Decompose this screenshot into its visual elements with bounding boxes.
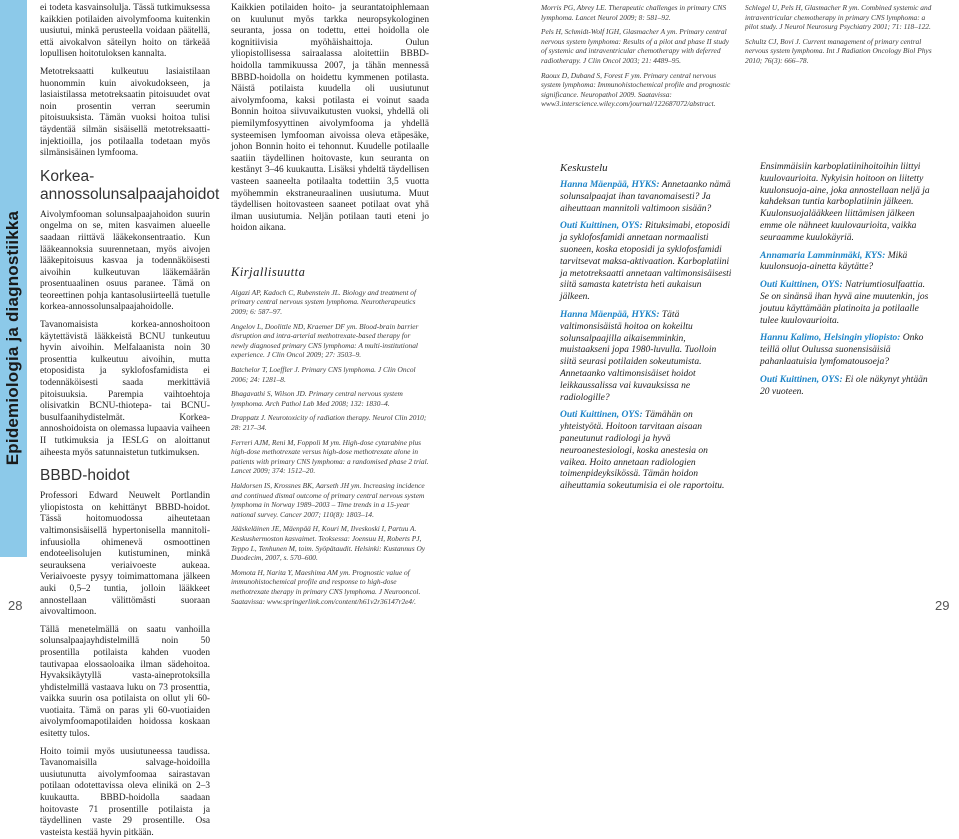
speaker-name: Outi Kuittinen, OYS: bbox=[560, 221, 643, 232]
reference-item: Batchelor T, Loeffler J. Primary CNS lymphoma. J Clin Oncol 2006; 24: 1281–8. bbox=[231, 365, 416, 384]
column-3-references bbox=[541, 3, 731, 143]
page-number-left: 28 bbox=[8, 598, 23, 613]
speaker-name: Outi Kuittinen, OYS: bbox=[760, 374, 843, 385]
speaker-name: Hanna Mäenpää, HYKS: bbox=[560, 180, 660, 190]
discussion-entry: Hanna Mäenpää, HYKS: Annetaanko nämä solunsalpaajat ihan tavanomaisesti? Ja aiheuttaan mannitoli valtimoon sisään? bbox=[560, 180, 731, 214]
paragraph: Professori Edward Neuwelt Portlandin yliopistosta on kehittänyt BBBD-hoidot. Tässä hoitomuodossa aiheutetaan valtimonsisäisellä hypertonisella mannitoli-infuusiolla ohimenevä osmoottinen endoteelisolujen kutistuminen, minkä seurauksena veriaivoeste aukeaa. Veriaivoeste pysyy toimimattomana jälkeen auki 0,5–2 tuntia, jolloin lääkkeet annostellaan välittömästi suoraan aivovaltimoon. bbox=[40, 491, 210, 618]
reference-item: Pels H, Schmidt-Wolf IGH, Glasmacher A ym. Primary central nervous system lymphoma: Results of a pilot and phase II study of systemic and intraventricular chemotherapy with deferred radiotherapy. J Clin Oncol 2003; 21: 4489–95. bbox=[541, 27, 730, 65]
discussion-left bbox=[560, 162, 732, 562]
discussion-entry: Hanna Mäenpää, HYKS: Tätä valtimonsisäistä hoitoa on kokeiltu solunsalpaajilla aikaisemminkin, muistaakseni jopa 1980-luvulla. Tuolloin siitä seurasi potilaiden sokeutumista. Annetaanko valtimonsisäiset hoidot leikkaussalissa vai kuvauksissa ne radiologille? bbox=[560, 309, 717, 403]
speaker-name: Outi Kuittinen, OYS: bbox=[760, 280, 843, 291]
paragraph: Tällä menetelmällä on saatu vanhoilla solunsalpaajayhdistelmillä noin 50 prosentilla potilaista kahden vuoden tautivapaa elossaoloaika ilman sädehoitoa. Hyvaksikäytyllä vasta-aineprotoksilla yhdistelmillä vastaava luku on 73 prosenttia, vaikka suurin osa potilaista on ollut yli 60-vuotiaita. Tämä on paras yli 60-vuotiaiden aivolymfoomapotilaiden hoidossa koskaan esitetty tulos. bbox=[40, 624, 210, 740]
discussion-entry: Outi Kuittinen, OYS: Tämähän on yhteistyötä. Hoitoon tarvitaan aisaan paneutunut radiologi ja hyvä neuroanestesiologi, koska anestesia on vaikea. Hoito annetaan radiologien toimenpideyksikössä. Tämän hoidon aiheuttamia sokeutumisia ei ole raportoitu. bbox=[560, 410, 725, 492]
paragraph: Hoito toimii myös uusiutuneessa taudissa. Tavanomaisilla salvage-hoidoilla uusiutunutta aivolymfoomaa sairastavan potilaan odotettavissa oleva elinikä on 2–3 kuukautta. BBBD-hoidolla saadaan hoitovaste 71 prosentille potilaista ja täydellinen vaste 29 prosentille. Osa vasteista kestää hyvin pitkään. bbox=[40, 746, 210, 838]
discussion-entry: Outi Kuittinen, OYS: Rituksimabi, etoposidi ja syklofosfamidi annetaan normaalisti suoneen, koska etoposidi ja syklofosfamidi tarvitsevat maksa-aktivaation. Karboplatiini ja metotreksaatti annetaan valtimonsisäisesti siitä samasta katetrista heti aukaisun jälkeen. bbox=[560, 221, 732, 303]
discussion-entry: Outi Kuittinen, OYS: Natriumtiosulfaattia. Se on sinänsä ihan hyvä aine muutenkin, jos joutuu käyttämään platinoita ja potilaalle tulee kuulovaurioita. bbox=[760, 280, 929, 326]
reference-item: Haldorsen IS, Krossnes BK, Aarseth JH ym. Increasing incidence and continued dismal outcome of primary central nervous system lymphoma in Norway 1989–2003 – Time trends in a 15-year national survey. Cancer 2007; 110(8): 1803–14. bbox=[231, 480, 425, 519]
reference-item: Ferreri AJM, Reni M, Foppoli M ym. High-dose cytarabine plus high-dose methotrexate versus high-dose methotrexate alone in patients with primary CNS lymphoma: a randomised phase 2 trial. Lancet 2009; 374: 1512–20. bbox=[231, 437, 429, 476]
reference-item: Morris PG, Abrey LE. Therapeutic challenges in primary CNS lymphoma. Lancet Neurol 2009; 8: 581–92. bbox=[541, 3, 727, 22]
reference-item: Raoux D, Duband S, Forest F ym. Primary central nervous system lymphoma: Immunohistochemical profile and prognostic significance. Neuropathol 2009. Saatavissa: www3.interscience.wiley.com/journal/122687072/abstract. bbox=[541, 70, 731, 109]
column-4-references bbox=[745, 3, 937, 73]
reference-item: Algazi AP, Kadoch C, Rubenstein JL. Biology and treatment of primary central nervous system lymphoma. Neurotherapeutics 2009; 6: 587–97. bbox=[231, 287, 417, 317]
page-number-right: 29 bbox=[935, 598, 950, 613]
reference-item: Schlegel U, Pels H, Glasmacher R ym. Combined systemic and intraventricular chemotherapy in primary CNS lymphoma: a pilot study. J Neurol Neurosurg Psychiatry 2001; 71: 118–122. bbox=[745, 3, 932, 32]
reference-item: Drappatz J. Neurotoxicity of radiation therapy. Neurol Clin 2010; 28: 217–34. bbox=[231, 413, 427, 432]
discussion-title: Keskustelu bbox=[560, 162, 608, 174]
paragraph: Aivolymfooman solunsalpaajahoidon suurin ongelma on se, miten kasvaimen alueelle saadaan riittävä lääkekonsentraatio. Kun lääkeannoksia suurennetaan, myös aivojen lääkepitoisuus kasvaa ja todennäköisesti aivoihin kulkeutuvan lääkemäärän prosentuaalinen osuus paranee. Tämä on teoreettinen pohja kantasolusiirteellä tuetulle korkea-annossolunsalpaajahoidolle. bbox=[40, 209, 210, 313]
paragraph: ei todeta kasvainsolulja. Tässä tutkimuksessa kaikkien potilaiden aivolymfooma kuitenkin uusiutui, minkä perusteella voidaan päätellä, että aivokalvon säteilyn hoito on tärkeää lopullisen hoitotuloksen kannalta. bbox=[40, 3, 210, 60]
column-2 bbox=[231, 3, 429, 613]
section-side-title: Epidemiologia ja diagnostiikka bbox=[3, 210, 22, 466]
discussion-right bbox=[760, 162, 936, 402]
speaker-name: Hanna Mäenpää, HYKS: bbox=[560, 309, 660, 320]
paragraph: Kaikkien potilaiden hoito- ja seurantatoiphlemaan on kuulunut myös tarkka neuropsykologinen seuranta, jossa on todettu, ettei hoidolla ole kognitiivisia myöhäishaittoja. Oulun yliopistollisessa sairaalassa aloitettiin BBBD-hoidolla tammikuussa 2007, ja tähän mennessä BBBD-hoidolla on hoidettu kymmenen potilasta. Näistä potilaista kuudella oli uusiutunut aivolymfooma, kaksi potilasta ei voinut saada Bonnin hoitoa siivuvaikutusten vuoksi, yhdellä oli piemilymfosyyttinen aivolymfooma ja yhdellä systeemisen lymfooman aivoissa oleva etäpesäke, johon Bonnin hoito ei tehonnut. Kuudelle potilaalle saatiin täydellinen hoitovaste, kun seuranta on kestänyt 3–46 kuukautta. Lisäksi yhdeltä täydellisen vasteen saaneelta potilaalta todettiin 3,5 vuotta myöhemmin ekstraneuraalinen uusiutuma. Muut täydellisen hoitovasteen saaneet potilaat ovat yhä ilman uusiutumia. Neljän potilaan tauti eteni jo hoidon aikana. bbox=[231, 3, 429, 234]
reference-item: Schultz CJ, Bovi J. Current management of primary central nervous system lymphoma. Int J Radiation Oncology Biol Phys 2010; 76(3): 666–78. bbox=[745, 36, 932, 65]
discussion-entry: Outi Kuittinen, OYS: Ei ole näkynyt yhtään 20 vuoteen. bbox=[760, 374, 928, 397]
references-heading: Kirjallisuutta bbox=[231, 264, 306, 279]
column-1 bbox=[40, 3, 220, 838]
reference-item: Jääskeläinen JE, Mäenpää H, Kouri M, Ilveskoski I, Partuu A. Keskushermoston kasvaimet. Teoksessa: Joensuu H, Roberts PJ, Teppo L, Tenhunen M, toim. Syöpätaudit. Helsinki: Kustannus Oy Duodecim, 2007, s. 570–600. bbox=[231, 524, 426, 563]
section-heading-highdose: Korkea-annossolunsalpaajahoidot bbox=[40, 167, 220, 203]
paragraph: Tavanomaisista korkea-annoshoitoon käytettävistä lääkkeistä BCNU tunkeutuu hyvin aivoihin. Melfalaanista noin 30 prosenttia kulkeutuu aivoihin, mutta etoposidista ja syklofosfamidista ei todennäköisesti saada merkittäviä pitoisuuksia. Parempia vaihtoehtoja olisivatkin BCNU-thiotepa- tai BCNU-busulfaanihydistelmät. Korkea-annoshoidoista on olemassa lupaavia vaiheen II tutkimuksia ja IESLG on aloittanut aiheesta myös satunnaistetun tutkimuksen. bbox=[40, 320, 210, 458]
discussion-entry: Annamaria Lamminmäki, KYS: Mikä kuulonsuoja-ainetta käytätte? bbox=[760, 250, 908, 273]
reference-item: Angelov L, Doolittle ND, Kraemer DF ym. Blood-brain barrier disruption and intra-arterial methotrexate-based therapy for newly diagnosed primary CNS lymphoma: A multi-institutional experience. J Clin Oncol 2009; 27: 3503–9. bbox=[231, 321, 419, 360]
speaker-name: Annamaria Lamminmäki, KYS: bbox=[760, 250, 886, 261]
discussion-entry: Ensimmäisiin karboplatiinihoitoihin liittyi kuulovaurioita. Nykyisin hoitoon on liitetty kuulonsuoja-aine, joka annostellaan neljä ja kahdeksan tuntia karboplatiinin jälkeen. Kuulonsuojalääkkeen liittämisen jälkeen emme ole nähneet kuulovaurioita, vaikka seuraamme kuulokäyriä. bbox=[760, 162, 930, 243]
reference-item: Momota H, Narita Y, Maeshima AM ym. Prognostic value of immunohistochemical profile and response to high-dose methotrexate therapy in primary CNS lymphoma. J Neurooncol. Saatavissa: www.springerlink.com/content/h61v2r36147r2e4/. bbox=[231, 567, 421, 606]
reference-item: Bhagavathi S, Wilson JD. Primary central nervous system lymphoma. Arch Pathol Lab Med 2008; 132: 1830–4. bbox=[231, 389, 403, 408]
section-heading-bbbd: BBBD-hoidot bbox=[40, 467, 130, 485]
speaker-name: Hannu Kalimo, Helsingin yliopisto: bbox=[760, 333, 901, 344]
speaker-name: Outi Kuittinen, OYS: bbox=[560, 410, 643, 421]
paragraph: Metotreksaatti kulkeutuu lasiaistilaan huonommin kuin aivokudokseen, ja lasiaistilassa metotreksaatin pitoisuudet ovat noin prosentin verran seerumin pitoisuuksista. Tämän vuoksi hoitoa tulisi täydentää silmän sisäisellä metotreksaatti-injektioilla, jos potilaalla todetaan myös silmänsisäinen lymfooma. bbox=[40, 66, 210, 159]
discussion-entry: Hannu Kalimo, Helsingin yliopisto: Onko teillä ollut Oulussa suonensisäisiä pahanlaatuisia lymfomatousoeja? bbox=[760, 333, 924, 367]
